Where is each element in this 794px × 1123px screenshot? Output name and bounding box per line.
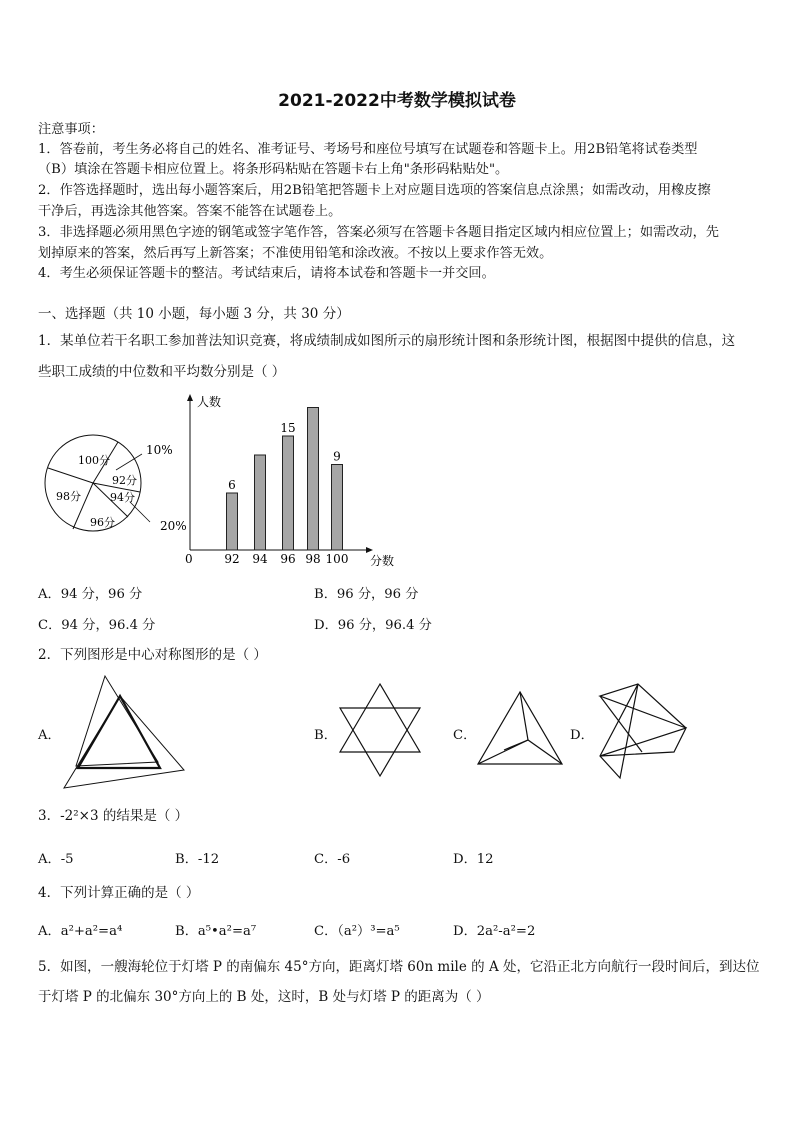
pie-label-94: 94分 xyxy=(110,491,135,504)
x-tick-label: 100 xyxy=(325,552,349,566)
x-axis-label: 分数 xyxy=(370,554,395,568)
bar-data-label: 9 xyxy=(333,449,341,464)
pie-label-98: 98分 xyxy=(56,490,81,503)
bar-100 xyxy=(332,465,343,551)
bar-data-label: 15 xyxy=(280,421,296,435)
y-axis-label: 人数 xyxy=(197,395,222,409)
q2-figure-b xyxy=(332,682,428,778)
bar-data-label: 6 xyxy=(228,478,236,492)
q1-stem-line-2: 些职工成绩的中位数和平均数分别是（ ） xyxy=(38,364,286,380)
q1-option-d[interactable]: D．96 分，96.4 分 xyxy=(314,618,432,633)
q2-figure-a xyxy=(60,672,190,792)
q4-option-c[interactable]: C．（a²）³=a⁵ xyxy=(314,924,400,939)
pie-annotation-10pct: 10% xyxy=(146,443,173,457)
notice-line-2: （B）填涂在答题卡相应位置上。将条形码粘贴在答题卡右上角"条形码粘贴处"。 xyxy=(38,162,509,177)
q1-option-a[interactable]: A．94 分，96 分 xyxy=(38,587,143,602)
bar-chart xyxy=(178,392,408,572)
notice-line-6: 划掉原来的答案，然后再写上新答案；不准使用铅笔和涂改液。不按以上要求作答无效。 xyxy=(38,246,553,261)
x-tick-label: 92 xyxy=(224,552,240,566)
pie-leader-line xyxy=(130,502,150,522)
notice-line-7: 4．考生必须保证答题卡的整洁。考试结束后，请将本试卷和答题卡一并交回。 xyxy=(38,266,495,281)
inner-triangle-bold xyxy=(78,696,160,768)
star-triangle-up xyxy=(340,684,420,752)
notice-line-4: 干净后，再选涂其他答案。答案不能答在试题卷上。 xyxy=(38,204,342,219)
outer-triangle xyxy=(478,692,562,764)
x-tick-label: 96 xyxy=(280,552,296,566)
q2-figure-d xyxy=(594,682,690,782)
origin-label: 0 xyxy=(185,552,193,566)
x-tick-label: 94 xyxy=(252,552,268,566)
pie-slice-border xyxy=(48,468,93,483)
q4-option-d[interactable]: D．2a²-a²=2 xyxy=(453,924,536,939)
notice-line-1: 1．答卷前，考生务必将自己的姓名、准考证号、考场号和座位号填写在试题卷和答题卡上。用2B铅笔将试卷类型 xyxy=(38,142,698,157)
pie-label-92: 92分 xyxy=(112,474,137,487)
x-tick-label: 98 xyxy=(305,552,321,566)
pie-label-100: 100分 xyxy=(78,454,110,467)
q2-option-a-label[interactable]: A． xyxy=(38,728,61,743)
pie-annotation-20pct: 20% xyxy=(160,519,187,533)
q3-option-d[interactable]: D．12 xyxy=(453,852,494,867)
bar-94 xyxy=(255,455,266,550)
inner-spiral-2 xyxy=(478,740,562,764)
notice-line-3: 2．作答选择题时，选出每小题答案后，用2B铅笔把答题卡上对应题目选项的答案信息点涂黑；如需改动，用橡皮擦 xyxy=(38,183,711,198)
y-axis-arrow xyxy=(187,394,193,401)
q1-option-c[interactable]: C．94 分，96.4 分 xyxy=(38,618,156,633)
outer-triangle xyxy=(64,696,184,788)
bar-92 xyxy=(227,493,238,550)
q2-option-d-label[interactable]: D． xyxy=(570,728,594,743)
q2-option-b-label[interactable]: B． xyxy=(314,728,337,743)
q3-option-a[interactable]: A．-5 xyxy=(38,852,74,867)
q2-option-c-label[interactable]: C． xyxy=(453,728,477,743)
q2-stem: 2．下列图形是中心对称图形的是（ ） xyxy=(38,647,267,663)
q4-option-a[interactable]: A．a²+a²=a⁴ xyxy=(38,924,123,939)
q3-stem: 3．-2²×3 的结果是（ ） xyxy=(38,808,189,824)
q3-option-b[interactable]: B．-12 xyxy=(175,852,220,867)
q4-stem: 4．下列计算正确的是（ ） xyxy=(38,885,200,901)
q3-option-c[interactable]: C．-6 xyxy=(314,852,351,867)
bar-98 xyxy=(308,408,319,551)
x-axis-arrow xyxy=(366,547,373,553)
q4-option-b[interactable]: B．a⁵•a²=a⁷ xyxy=(175,924,257,939)
bar-96 xyxy=(283,436,294,550)
notice-line-5: 3．非选择题必须用黑色字迹的钢笔或签字笔作答，答案必须写在答题卡各题目指定区域内相应位置上；如需改动，先 xyxy=(38,225,719,240)
page-title: 2021-2022中考数学模拟试卷 xyxy=(278,91,516,111)
q1-stem-line-1: 1．某单位若干名职工参加普法知识竞赛，将成绩制成如图所示的扇形统计图和条形统计图，根据图中提供的信息，这 xyxy=(38,333,736,349)
q5-stem-line-2: 于灯塔 P 的北偏东 30°方向上的 B 处，这时，B 处与灯塔 P 的距离为（ ） xyxy=(38,989,490,1005)
star-triangle-down xyxy=(340,708,420,776)
triangle-1 xyxy=(600,684,686,728)
notice-heading: 注意事项： xyxy=(38,122,104,137)
pie-chart xyxy=(38,430,198,550)
section-heading: 一、选择题（共 10 小题，每小题 3 分，共 30 分） xyxy=(38,306,350,322)
q5-stem-line-1: 5．如图，一艘海轮位于灯塔 P 的南偏东 45°方向，距离灯塔 60n mile 的 A 处，它沿正北方向航行一段时间后，到达位 xyxy=(38,959,760,975)
pie-label-96: 96分 xyxy=(90,516,115,529)
q1-option-b[interactable]: B．96 分，96 分 xyxy=(314,587,419,602)
bar-group xyxy=(224,408,348,567)
q2-figure-c xyxy=(476,690,566,770)
